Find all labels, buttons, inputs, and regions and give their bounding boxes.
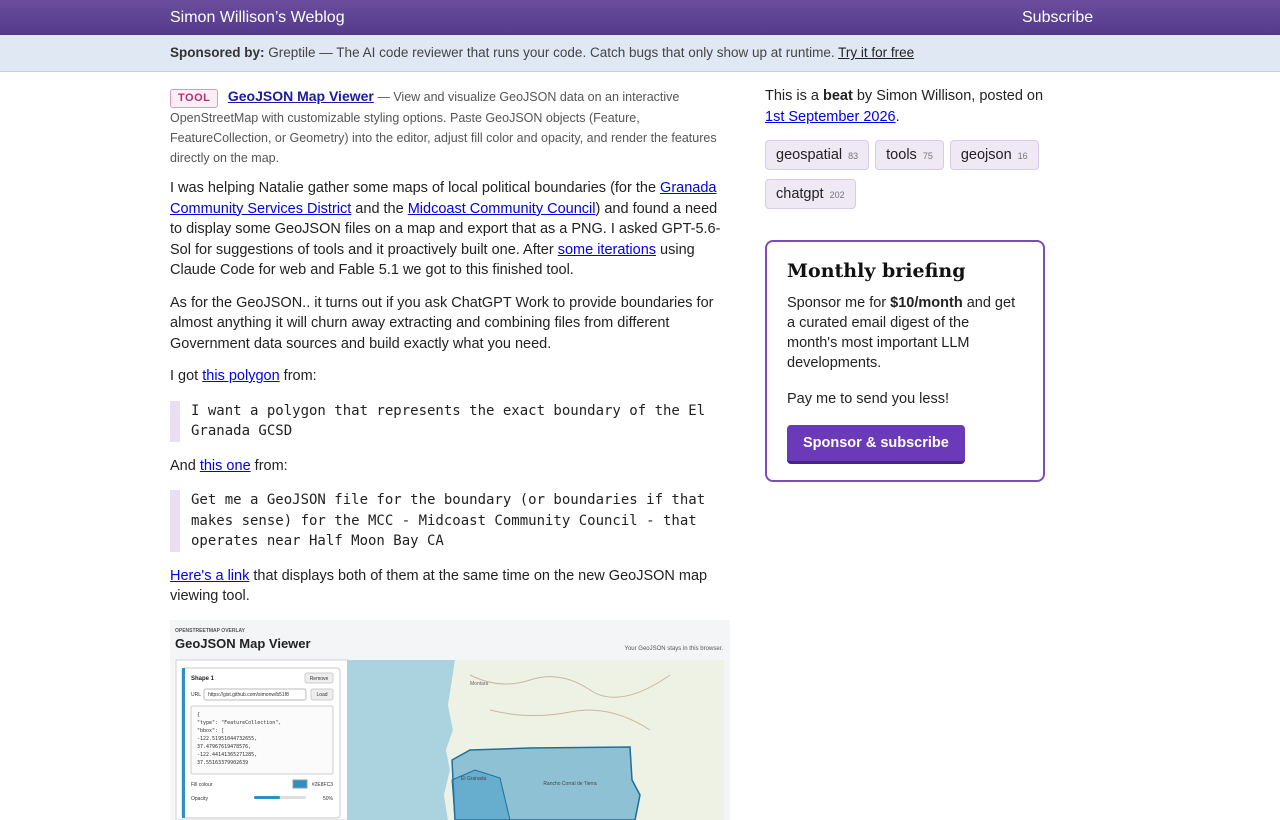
- map-label: Montara: [470, 680, 489, 687]
- tag-name: geospatial: [776, 147, 843, 163]
- tool-badge: TOOL: [170, 89, 218, 108]
- screenshot-fill-label: Fill colour: [191, 781, 213, 788]
- text: that displays both of them at the same time on the new GeoJSON map viewing tool.: [170, 567, 708, 604]
- code-line: "bbox": [: [197, 727, 225, 734]
- text: .: [895, 109, 900, 125]
- sponsor-link[interactable]: Try it for free: [838, 45, 915, 60]
- screenshot-overline: OPENSTREETMAP OVERLAY: [175, 627, 246, 634]
- site-title-link[interactable]: Simon Willison’s Weblog: [170, 9, 345, 26]
- code-line: -122.51951044732655,: [197, 735, 258, 742]
- text: I got: [170, 368, 203, 384]
- briefing-description: [787, 293, 1023, 373]
- paragraph-intro: [170, 178, 730, 281]
- screenshot-url-label: URL: [191, 691, 202, 698]
- tag-name: tools: [886, 147, 917, 163]
- screenshot-title: GeoJSON Map Viewer: [175, 635, 311, 651]
- tag-count: 16: [1017, 151, 1028, 161]
- text: using Claude Code for web and Fable 5.1 we got to this finished tool.: [170, 241, 695, 278]
- heres-a-link[interactable]: Here's a link: [170, 567, 250, 584]
- this-polygon-link[interactable]: this polygon: [202, 368, 280, 384]
- map-label: Rancho Corral de Tierra: [543, 780, 597, 787]
- midcoast-council-link[interactable]: Midcoast Community Council: [407, 200, 596, 217]
- paragraph-link: [170, 566, 730, 607]
- granada-gcsd-link[interactable]: Granada Community Services District: [170, 180, 717, 217]
- paragraph-polygon: [170, 366, 730, 387]
- text: This is a: [765, 88, 824, 104]
- text: And: [170, 457, 200, 474]
- some-iterations-link[interactable]: some iterations: [557, 241, 657, 258]
- tag-tools[interactable]: [875, 140, 944, 170]
- price: $10/month: [890, 295, 963, 311]
- sponsor-label: Sponsored by:: [170, 45, 265, 60]
- subscribe-link[interactable]: Subscribe: [1022, 9, 1094, 26]
- code-line: 37.55163379902639: [197, 759, 249, 766]
- opacity-slider-fill: [254, 796, 280, 799]
- tag-count: 75: [922, 151, 933, 161]
- screenshot-fill-value: #2E8FC3: [311, 781, 333, 788]
- text: I was helping Natalie gather some maps of local political boundaries (for the: [170, 180, 661, 196]
- tool-screenshot-image: [170, 620, 730, 820]
- briefing-tagline: Pay me to send you less!: [787, 391, 949, 407]
- tool-description: — View and visualize GeoJSON data on an interactive OpenStreetMap with customizable styling options. Paste GeoJSON objects (Feature, FeatureCollection, or Geometry) into the editor, adjust fill color and opacity, and render the features directly on the map.: [170, 90, 717, 165]
- screenshot-opacity-label: Opacity: [191, 795, 208, 802]
- screenshot-url-value: https://gist.github.com/simonw/b51f8: [208, 691, 289, 698]
- text: Sponsor me for: [787, 295, 891, 311]
- tool-summary: [170, 86, 730, 168]
- screenshot-shape-label: Shape 1: [191, 675, 215, 682]
- beat-word: beat: [823, 88, 853, 104]
- tag-chatgpt[interactable]: [765, 179, 856, 209]
- paragraph-geojson: As for the GeoJSON.. it turns out if you ask ChatGPT Work to provide boundaries for almost anything it will churn away extracting and combining files from different Government data sources and build exactly what you need.: [170, 294, 714, 352]
- tag-geojson[interactable]: [950, 140, 1039, 170]
- screenshot-opacity-value: 50%: [322, 795, 333, 802]
- code-line: {: [197, 711, 201, 718]
- tag-list: [765, 140, 1045, 218]
- beat-info: [765, 86, 1045, 128]
- sponsor-text: Greptile — The AI code reviewer that runs your code. Catch bugs that only show up at runtime.: [268, 45, 835, 60]
- tag-count: 83: [848, 151, 859, 161]
- fill-swatch: [293, 780, 307, 788]
- tag-name: chatgpt: [776, 186, 824, 202]
- briefing-title: Monthly briefing: [787, 260, 966, 282]
- code-line: 37.47967619478576,: [197, 743, 252, 750]
- main-content: [170, 86, 730, 820]
- post-date-link[interactable]: 1st September 2026: [765, 109, 896, 125]
- tag-geospatial[interactable]: [765, 140, 869, 170]
- sidebar: [765, 86, 1045, 482]
- screenshot-remove: Remove: [309, 675, 329, 682]
- tag-count: 202: [829, 190, 845, 200]
- screenshot-note: Your GeoJSON stays in this browser.: [624, 645, 723, 652]
- code-line: -122.44141365271285,: [197, 751, 258, 758]
- sponsor-banner: [0, 35, 1280, 72]
- text: and get a curated email digest of the month's most important LLM developments.: [787, 295, 1016, 371]
- text: ) and found a need to display some GeoJSON files on a map and export that as a PNG. I asked GPT-5.6-Sol for suggestions of tools and it proactively built one. After: [170, 200, 721, 258]
- prompt-quote-1: I want a polygon that represents the exact boundary of the El Granada GCSD: [170, 401, 730, 442]
- prompt-quote-2: Get me a GeoJSON file for the boundary (or boundaries if that makes sense) for the MCC - Midcoast Community Council - that operates near Half Moon Bay CA: [170, 490, 730, 552]
- text: and the: [351, 200, 408, 217]
- tool-link[interactable]: GeoJSON Map Viewer: [227, 88, 374, 104]
- tag-name: geojson: [960, 147, 1012, 163]
- text: by Simon Willison, posted on: [852, 88, 1044, 104]
- paragraph-and: [170, 456, 730, 477]
- tool-screenshot[interactable]: [170, 620, 730, 820]
- monthly-briefing-box: [765, 240, 1045, 482]
- text: from:: [250, 457, 288, 474]
- code-line: "type": "FeatureCollection",: [197, 719, 282, 726]
- map-label: El Granada: [461, 775, 487, 782]
- sponsor-subscribe-button[interactable]: Sponsor & subscribe: [787, 425, 965, 464]
- this-one-link[interactable]: this one: [199, 457, 251, 474]
- text: from:: [279, 368, 317, 384]
- site-header: [0, 0, 1280, 35]
- screenshot-load: Load: [316, 691, 328, 698]
